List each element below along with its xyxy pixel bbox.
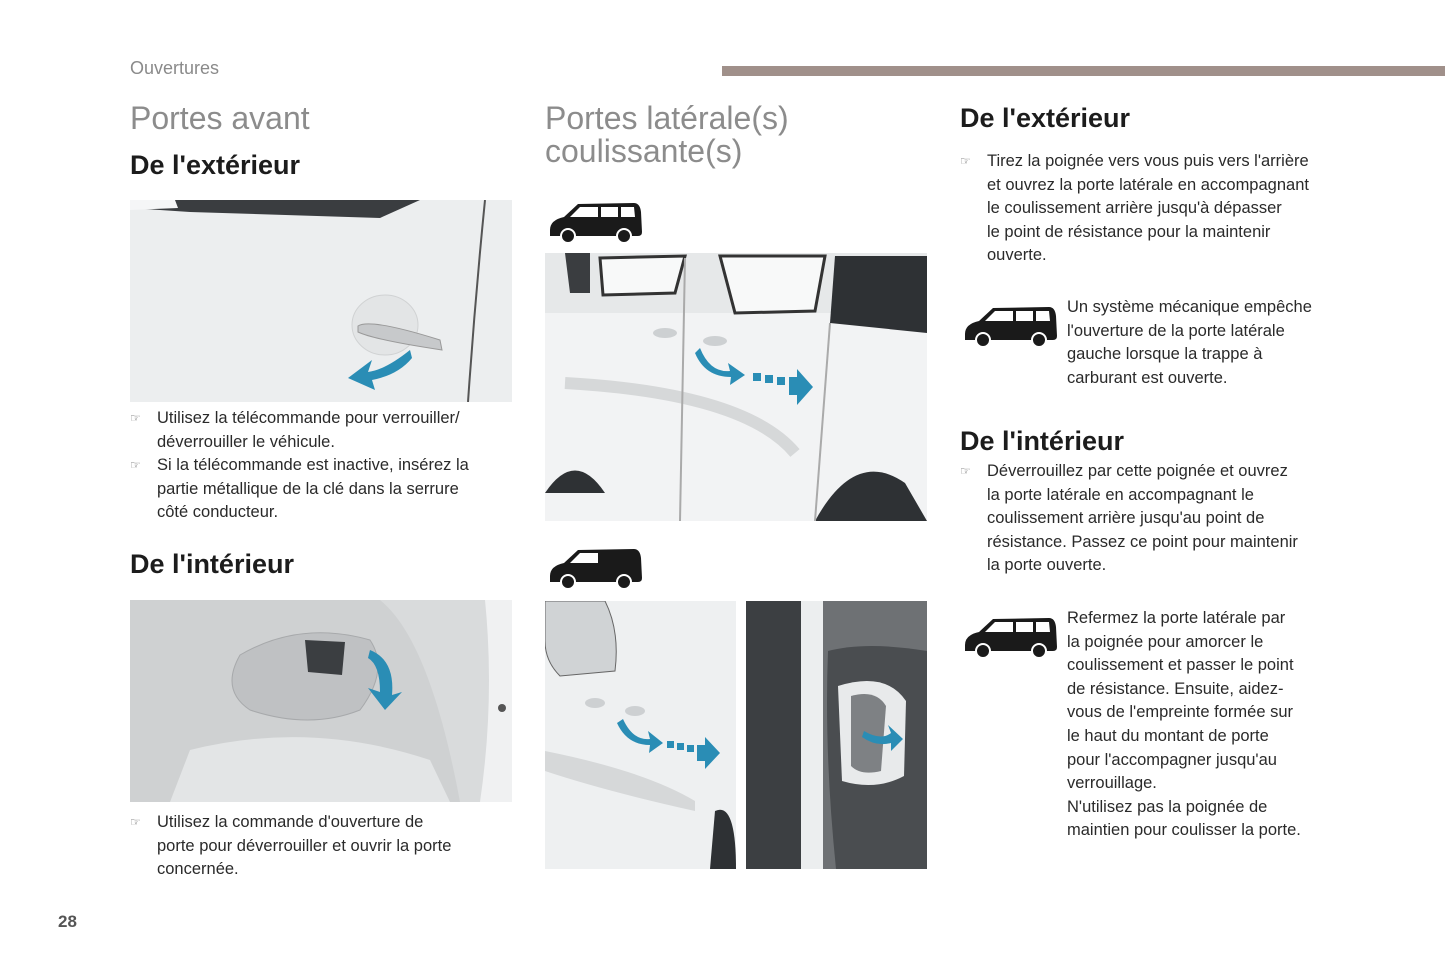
front-door-interior-image xyxy=(130,600,512,802)
sliding-interior-instructions xyxy=(960,460,1360,578)
page-title-sliding-doors: Portes latérale(s) coulissante(s) xyxy=(545,100,789,169)
pointing-hand-icon: ☞ xyxy=(130,815,141,829)
front-exterior-instructions xyxy=(130,407,510,525)
fuel-flap-note: Un système mécanique empêche l'ouverture de la porte latérale gauche lorsque la trappe à carburant est ouverte. xyxy=(1067,298,1312,387)
pointing-hand-icon: ☞ xyxy=(960,154,971,168)
front-interior-instructions xyxy=(130,811,510,882)
pointing-hand-icon: ☞ xyxy=(960,464,971,478)
van-silhouette-icon xyxy=(546,546,644,592)
pointing-hand-icon: ☞ xyxy=(130,458,141,473)
page-number: 28 xyxy=(58,912,77,931)
closing-note: Refermez la porte latérale par la poignée pour amorcer le coulissement et passer le point de résistance. Ensuite, aidez- vous de l'empreinte formée sur le haut du montant de porte pour l'accompagner jusqu'au verrouillage. N'utilisez pas la poignée de maintien pour coulisser la porte. xyxy=(1067,609,1301,840)
sliding-door-exterior-image xyxy=(545,253,927,521)
bullet-unlock-handle: ☞ Déverrouillez par cette poignée et ouvrez la porte latérale en accompagnant le coulissement arrière jusqu'au point de résistance. Passez ce point pour maintenir la porte ouverte. xyxy=(960,462,1298,575)
car-silhouette-icon xyxy=(546,200,644,246)
car-silhouette-icon xyxy=(961,304,1059,350)
sliding-door-interior-handle-image xyxy=(746,601,927,869)
pointing-hand-icon: ☞ xyxy=(130,411,141,425)
heading-front-interior: De l'intérieur xyxy=(130,549,294,579)
bullet-pull-handle: ☞ Tirez la poignée vers vous puis vers l'arrière et ouvrez la porte latérale en accompagnant le coulissement arrière jusqu'à dépasser le point de résistance pour la maintenir ouverte. xyxy=(960,152,1309,265)
section-label: Ouvertures xyxy=(130,58,220,78)
heading-front-exterior: De l'extérieur xyxy=(130,150,301,180)
bullet-remote: ☞ Utilisez la télécommande pour verrouiller/ déverrouiller le véhicule. xyxy=(130,409,460,451)
header-rule xyxy=(722,66,1445,76)
heading-sliding-interior: De l'intérieur xyxy=(960,426,1124,456)
heading-sliding-exterior: De l'extérieur xyxy=(960,103,1131,133)
bullet-interior-handle: ☞ Utilisez la commande d'ouverture de porte pour déverrouiller et ouvrir la porte concernée. xyxy=(130,813,452,879)
van-sliding-door-image xyxy=(545,601,736,869)
sliding-exterior-instructions xyxy=(960,150,1360,268)
bullet-key: ☞ Si la télécommande est inactive, insérez la partie métallique de la clé dans la serrure côté conducteur. xyxy=(130,456,469,522)
car-silhouette-icon xyxy=(961,615,1059,661)
front-door-exterior-image xyxy=(130,200,512,402)
page-title-front-doors: Portes avant xyxy=(130,100,310,136)
